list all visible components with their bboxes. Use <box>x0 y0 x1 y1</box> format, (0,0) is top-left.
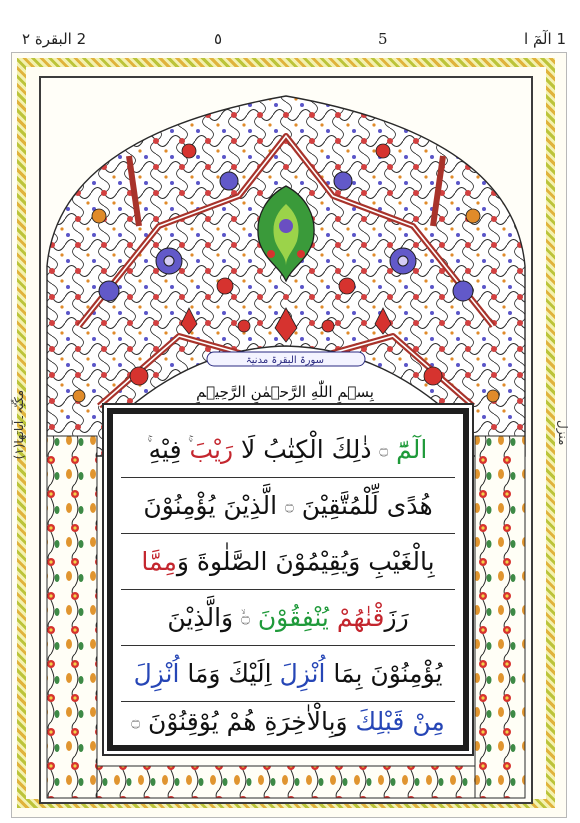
ayah-end-marker: ۝ <box>285 496 294 514</box>
verse-words: وَبِالْاٰخِرَةِ هُمْ يُوْقِنُوْنَ <box>147 706 348 736</box>
muqattaat-letters: الٓمّٓ <box>396 434 428 464</box>
verse-words: الَّذِيْنَ يُؤْمِنُوْنَ <box>143 490 278 520</box>
verse-words: هُدًى لِّلْمُتَّقِيْنَ <box>301 490 433 520</box>
verse-words: بِالْغَيْبِ وَيُقِيْمُوْنَ الصَّلٰوةَ وَ <box>176 546 435 576</box>
ayah-end-marker: ۝ <box>131 712 141 730</box>
page-number-arabic: ٥ <box>214 30 223 48</box>
verse-word-highlight: رَيْبَ <box>189 434 234 464</box>
verse-words: ذٰلِكَ الْكِتٰبُ لَا <box>241 434 372 464</box>
verse-word-blue: اُنْزِلَ <box>279 658 326 688</box>
verse-line-2 <box>121 478 455 532</box>
margin-note-left: مکّیّہ۔آیاتھا(١) <box>12 390 26 460</box>
surah-label: 2 البقرة ٢ <box>22 30 87 48</box>
verse-line-4 <box>121 590 455 644</box>
page-header <box>0 0 580 52</box>
surah-title: سورۃ البقرۃ مدنیۃ <box>245 354 325 366</box>
margin-note-right: منزل <box>556 420 570 446</box>
juz-label: 1 الٓمٓ ا <box>524 30 566 48</box>
verse-words: رَزَ <box>384 602 409 632</box>
surah-title-cartouche <box>205 350 365 370</box>
verse-line-1 <box>121 422 455 476</box>
verse-word-green: يُنْفِقُوْنَ <box>257 602 329 632</box>
ayah-end-marker: ۝ <box>379 440 389 458</box>
verse-line-3 <box>121 534 455 588</box>
verse-line-5 <box>121 646 455 700</box>
verse-words: اِلَيْكَ وَمَا <box>187 658 272 688</box>
verse-word-highlight: مِمَّا <box>141 546 177 576</box>
verse-word-blue: اُنْزِلَ <box>133 658 180 688</box>
bismillah: بِسۡمِ اللّٰهِ الرَّحۡمٰنِ الرَّحِیۡمِ <box>196 383 374 401</box>
verse-word-blue: مِنْ قَبْلِكَ <box>355 706 445 736</box>
ayah-end-marker: ۝ <box>241 608 250 626</box>
verse-words: فِيْهِ <box>148 434 182 464</box>
page-number-latin: 5 <box>378 30 388 48</box>
verse-text-box <box>107 408 469 751</box>
verse-words: وَالَّذِيْنَ <box>167 602 234 632</box>
verse-words: يُؤْمِنُوْنَ بِمَا <box>333 658 443 688</box>
verse-word-highlight: قْنٰهُمْ <box>336 602 385 632</box>
verse-line-6 <box>121 694 455 748</box>
